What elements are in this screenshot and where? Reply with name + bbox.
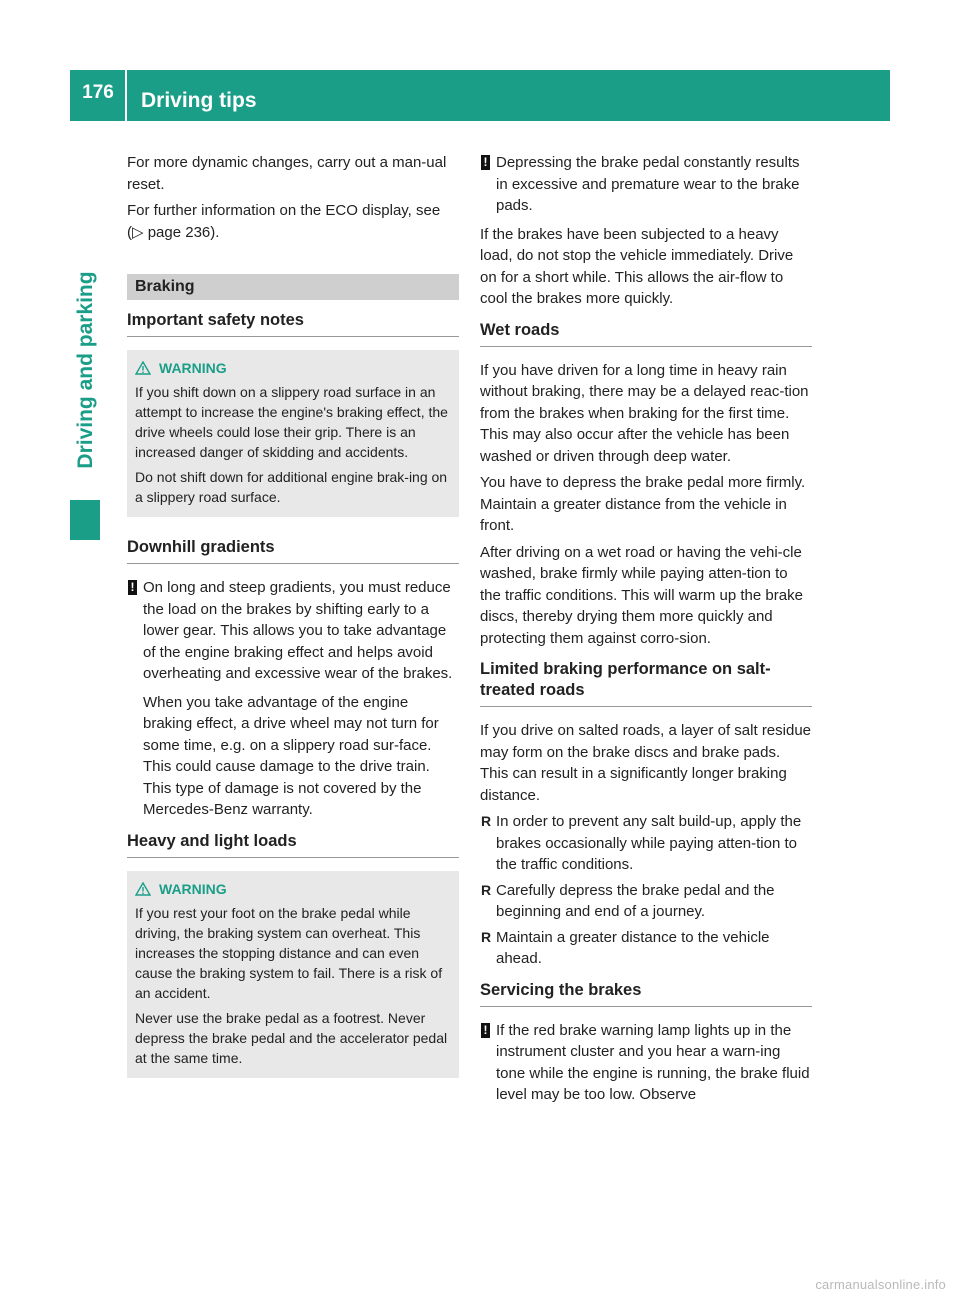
section-braking: Braking [127, 274, 459, 300]
exclamation-icon: ! [481, 1023, 490, 1038]
header-divider [125, 70, 127, 121]
intro-paragraph: For more dynamic changes, carry out a man-ual reset. [127, 154, 447, 193]
warning-paragraph: Do not shift down for additional engine brak-ing on a slippery road surface. [135, 469, 448, 505]
heading-downhill: Downhill gradients [127, 537, 459, 564]
warning-header [135, 879, 449, 899]
bullet-icon: R [481, 813, 492, 829]
warning-header [135, 358, 449, 378]
note-text: Depressing the brake pedal constantly results in excessive and premature wear to the brake pads. [496, 154, 800, 214]
page-number: 176 [82, 82, 114, 103]
note-text: If the red brake warning lamp lights up in the instrument cluster and you hear a warn-ing tone while the engine is running, the brake fluid level may be too low. Observe [496, 1021, 810, 1103]
warning-box-pedal [127, 871, 459, 1078]
note-servicing [480, 1020, 812, 1106]
intro-paragraph: For further information on the ECO display, see (▷ page 236). [127, 202, 441, 241]
warning-label: WARNING [159, 360, 227, 376]
bullet-text: In order to prevent any salt build-up, apply the brakes occasionally while paying atten-tion to the traffic conditions. [496, 813, 802, 873]
side-tab-label: Driving and parking [74, 271, 97, 469]
salt-paragraph: If you drive on salted roads, a layer of salt residue may form on the brake discs and brake pads. This can result in a significantly longer braking distance. [480, 722, 812, 804]
heading-salt-roads: Limited braking performance on salt-treated roads [480, 659, 812, 707]
chapter-title: Driving tips [141, 89, 257, 112]
warning-label: WARNING [159, 880, 227, 897]
side-tab-marker [70, 500, 100, 540]
note-brake-pads [480, 152, 812, 217]
exclamation-icon: ! [481, 155, 490, 170]
bullet-text: Carefully depress the brake pedal and the beginning and end of a journey. [496, 881, 775, 920]
list-item [480, 927, 812, 970]
bullet-icon: R [481, 881, 492, 898]
watermark: carmanualsonline.info [815, 1277, 946, 1292]
warning-box-downshift [127, 350, 459, 517]
warning-triangle-icon [135, 361, 151, 375]
right-column [480, 152, 812, 1113]
note-text: On long and steep gradients, you must reduce the load on the brakes by shifting early to a lower gear. This allows you to take advantage of the engine braking effect and helps avoid overheating and excessive wear of the brakes. [143, 579, 453, 682]
list-item [480, 811, 812, 876]
exclamation-icon: ! [128, 580, 137, 595]
list-item [480, 880, 812, 923]
warning-paragraph: Never use the brake pedal as a footrest. Never depress the brake pedal and the accelerator pedal at the same time. [135, 1009, 448, 1066]
note-downhill [127, 577, 459, 685]
heading-safety-notes: Important safety notes [127, 310, 459, 337]
warning-paragraph: If you shift down on a slippery road surface in an attempt to increase the engine's braking effect, the drive wheels could lose their grip. There is an increased danger of skidding and accidents. [135, 384, 448, 460]
wet-paragraph: If you have driven for a long time in heavy rain without braking, there may be a delayed reac-tion from the brakes when braking for the first time. This may also occur after the vehicle has been washed or driven through deep water. [480, 361, 809, 465]
warning-triangle-icon [135, 882, 151, 896]
note-continuation: When you take advantage of the engine braking effect, a drive wheel may not turn for some time, e.g. on a slippery road sur-face. This could cause damage to the drive train. This type of damage is not covered by the Mercedes-Benz warranty. [143, 693, 439, 818]
heading-wet-roads: Wet roads [480, 320, 812, 347]
heading-loads: Heavy and light loads [127, 831, 459, 858]
warning-paragraph: If you rest your foot on the brake pedal while driving, the braking system can overheat. This increases the stopping distance and can even cause the braking system to fail. There is a risk of an accident. [135, 904, 443, 1001]
bullet-text: Maintain a greater distance to the vehicle ahead. [496, 928, 770, 967]
left-column [127, 152, 459, 1098]
wet-paragraph: After driving on a wet road or having the vehi-cle washed, brake firmly while paying atten-tion to the traffic conditions. This will warm up the brake discs, thereby drying them more quickly and protecting them against corro-sion. [480, 543, 803, 647]
paragraph-heavy-load: If the brakes have been subjected to a heavy load, do not stop the vehicle immediately. Drive on for a short while. This allows the air-flow to cool the brakes more quickly. [480, 225, 794, 307]
heading-servicing: Servicing the brakes [480, 980, 812, 1007]
bullet-icon: R [481, 928, 492, 945]
wet-paragraph: You have to depress the brake pedal more firmly. Maintain a greater distance from the vehicle in front. [480, 474, 806, 534]
